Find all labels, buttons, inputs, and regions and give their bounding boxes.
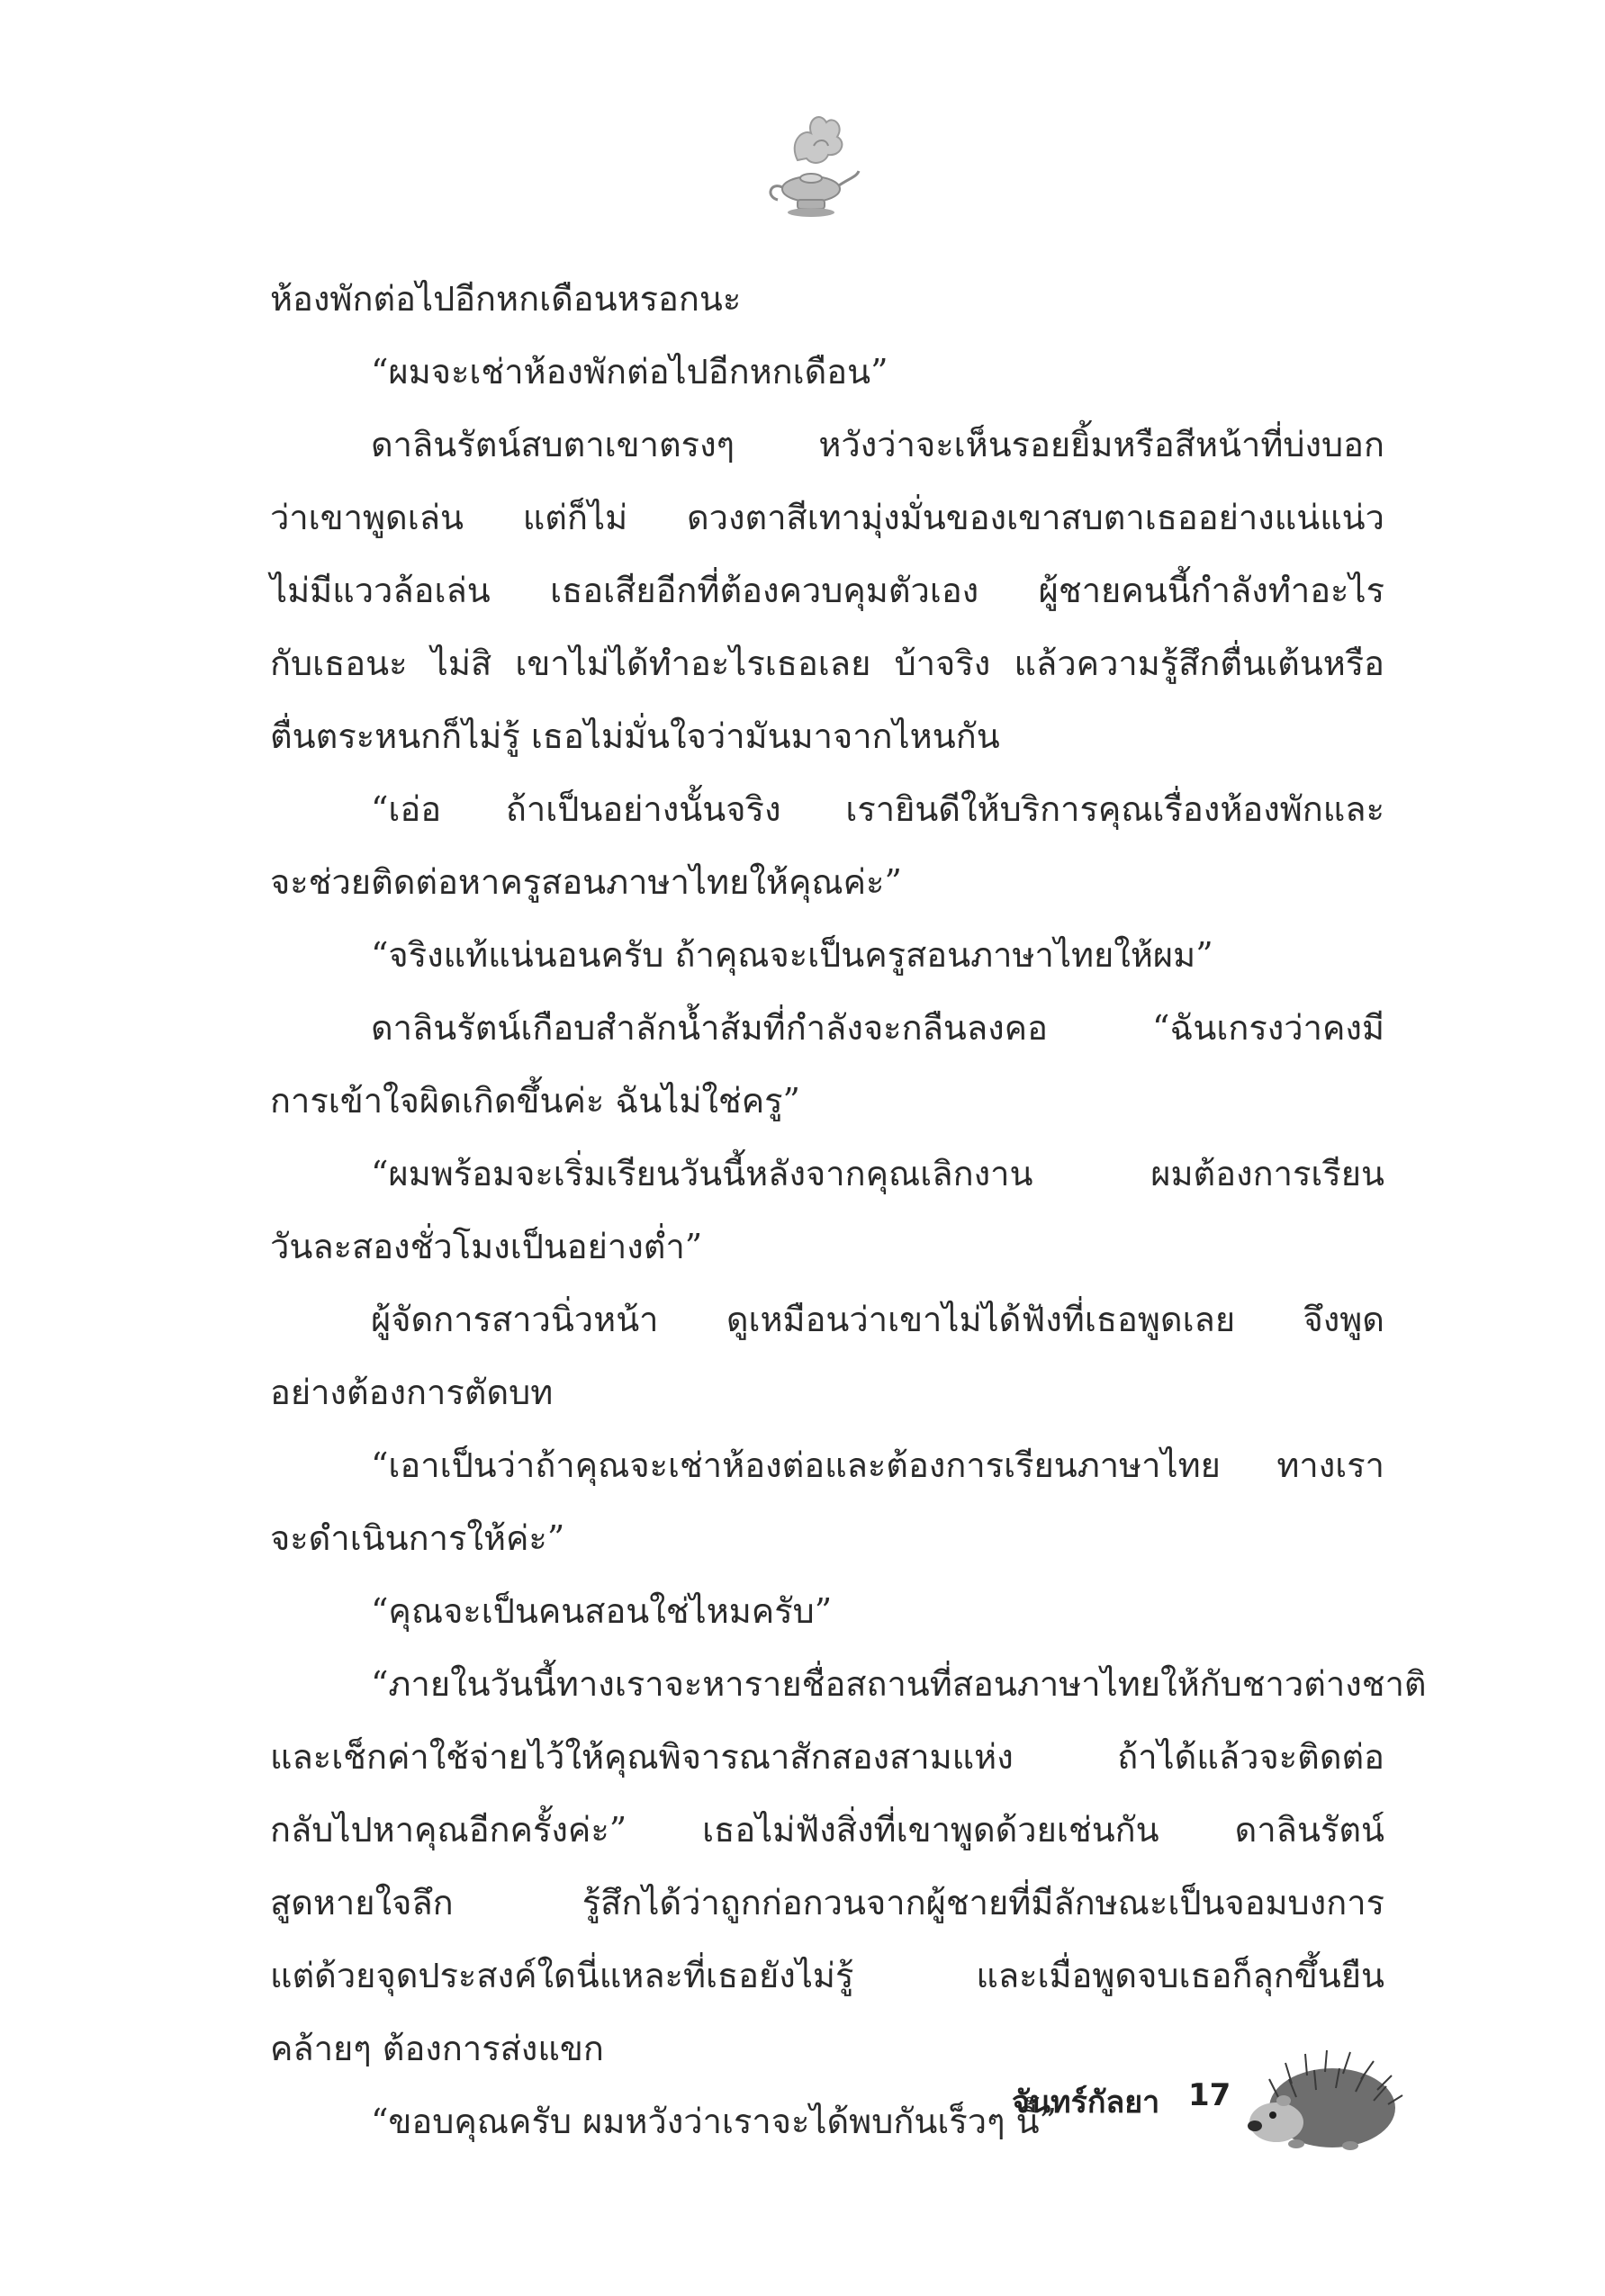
text-line: “ขอบคุณครับ ผมหวังว่าเราจะได้พบกันเร็วๆ นี้” [371, 2102, 1057, 2141]
hedgehog-icon [1242, 2043, 1404, 2160]
text-line: สูดหายใจลึก รู้สึกได้ว่าถูกก่อกวนจากผู้ชายที่มีลักษณะเป็นจอมบงการ [270, 1883, 1384, 1922]
text-line: ห้องพักต่อไปอีกหกเดือนหรอกนะ [270, 279, 742, 319]
text-line: แต่ด้วยจุดประสงค์ใดนี่แหละที่เธอยังไม่รู้ และเมื่อพูดจบเธอก็ลุกขึ้นยืน [270, 1956, 1384, 1995]
text-line: กับเธอนะ ไม่สิ เขาไม่ได้ทำอะไรเธอเลย บ้าจริง แล้วความรู้สึกตื่นเต้นหรือ [270, 644, 1384, 683]
text-line: การเข้าใจผิดเกิดขึ้นค่ะ ฉันไม่ใช่ครู” [270, 1081, 800, 1121]
text-line: “ภายในวันนี้ทางเราจะหารายชื่อสถานที่สอนภาษาไทยให้กับชาวต่างชาติ [371, 1664, 1427, 1704]
text-line: ตื่นตระหนกก็ไม่รู้ เธอไม่มั่นใจว่ามันมาจากไหนกัน [270, 716, 1000, 756]
text-line: จะดำเนินการให้ค่ะ” [270, 1518, 565, 1558]
text-line: “เอ่อ ถ้าเป็นอย่างนั้นจริง เรายินดีให้บริการคุณเรื่องห้องพักและ [371, 789, 1384, 829]
text-line: อย่างต้องการตัดบท [270, 1373, 554, 1412]
book-title: จันทร์กัลยา [1012, 2084, 1160, 2120]
body-text [270, 263, 1427, 2158]
text-line: และเช็กค่าใช้จ่ายไว้ให้คุณพิจารณาสักสองสามแห่ง ถ้าได้แล้วจะติดต่อ [270, 1737, 1384, 1777]
text-line: “คุณจะเป็นคนสอนใช่ไหมครับ” [371, 1591, 833, 1631]
text-line: “ผมจะเช่าห้องพักต่อไปอีกหกเดือน” [371, 352, 888, 392]
text-line: วันละสองชั่วโมงเป็นอย่างต่ำ” [270, 1227, 703, 1266]
text-line: ว่าเขาพูดเล่น แต่ก็ไม่ ดวงตาสีเทามุ่งมั่นของเขาสบตาเธออย่างแน่แน่ว [270, 498, 1384, 537]
text-line: กลับไปหาคุณอีกครั้งค่ะ” เธอไม่ฟังสิ่งที่เขาพูดด้วยเช่นกัน ดาลินรัตน์ [270, 1810, 1384, 1850]
text-line: คล้ายๆ ต้องการส่งแขก [270, 2029, 604, 2068]
text-line: จะช่วยติดต่อหาครูสอนภาษาไทยให้คุณค่ะ” [270, 862, 902, 902]
text-line: ผู้จัดการสาวนิ่วหน้า ดูเหมือนว่าเขาไม่ได้ฟังที่เธอพูดเลย จึงพูด [371, 1300, 1384, 1339]
text-line: ดาลินรัตน์เกือบสำลักน้ำส้มที่กำลังจะกลืนลงคอ “ฉันเกรงว่าคงมี [371, 1008, 1384, 1048]
page-footer [972, 2043, 1404, 2169]
text-line: “ผมพร้อมจะเริ่มเรียนวันนี้หลังจากคุณเลิกงาน ผมต้องการเรียน [371, 1154, 1384, 1193]
page-number: 17 [1188, 2077, 1231, 2113]
text-line: “จริงแท้แน่นอนครับ ถ้าคุณจะเป็นครูสอนภาษาไทยให้ผม” [371, 935, 1213, 975]
text-line: ไม่มีแววล้อเล่น เธอเสียอีกที่ต้องควบคุมตัวเอง ผู้ชายคนนี้กำลังทำอะไร [270, 571, 1384, 610]
text-line: ดาลินรัตน์สบตาเขาตรงๆ หวังว่าจะเห็นรอยยิ้มหรือสีหน้าที่บ่งบอก [371, 425, 1384, 464]
text-line: “เอาเป็นว่าถ้าคุณจะเช่าห้องต่อและต้องการเรียนภาษาไทย ทางเรา [371, 1445, 1384, 1485]
genie-lamp-icon [762, 106, 861, 232]
